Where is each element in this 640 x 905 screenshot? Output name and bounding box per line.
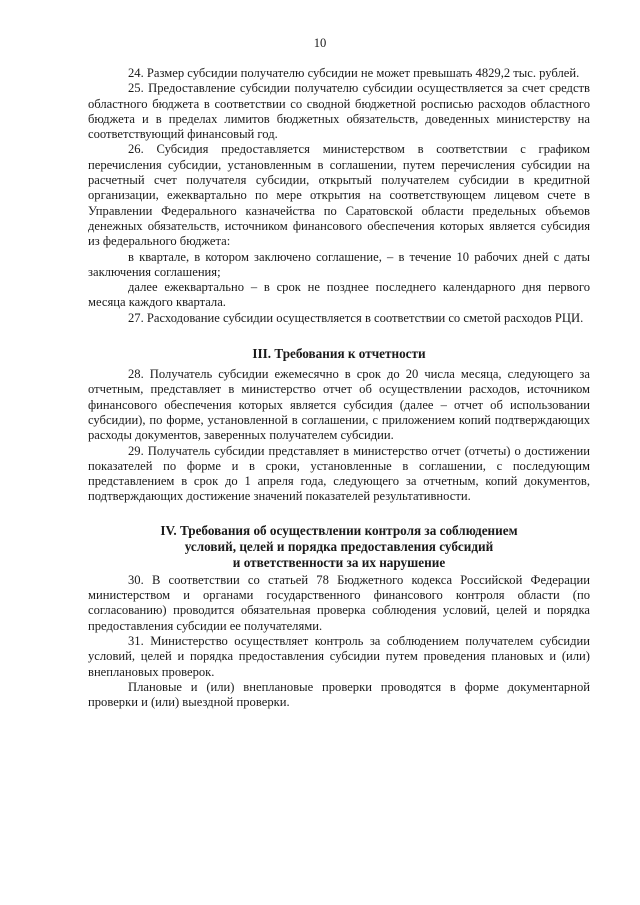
section-4-heading: [88, 523, 590, 571]
paragraph-30: 30. В соответствии со статьей 78 Бюджетного кодекса Российской Федерации министерством и органами государственного финансового контроля области (по согласованию) проводится обязательная проверка соблюдения условий, целей и порядка предоставления субсидии ее получателями.: [88, 572, 590, 633]
document-body: [88, 66, 590, 710]
section-4-heading-line: условий, целей и порядка предоставления субсидий: [184, 538, 494, 554]
page-number: 10: [313, 36, 327, 50]
paragraph-31: 31. Министерство осуществляет контроль за соблюдением получателем субсидии условий, целей и порядка предоставления субсидии путем проведения плановых и (или) внеплановых проверок.: [88, 633, 590, 679]
paragraph-31-inspections: Плановые и (или) внеплановые проверки проводятся в форме документарной проверки и (или) выездной проверки.: [88, 679, 590, 710]
paragraph-27: 27. Расходование субсидии осуществляется в соответствии со сметой расходов РЦИ.: [128, 310, 584, 325]
section-4-heading-line: IV. Требования об осуществлении контроля за соблюдением: [160, 522, 518, 538]
paragraph-26: 26. Субсидия предоставляется министерством в соответствии с графиком перечисления субсидии, установленным в соглашении, путем перечисления субсидии на расчетный счет получателя субсидии, открытый получателем субсидии в кредитной организации, ежеквартально по мере открытия на соответствующем лицевом счете в Управлении Федерального казначейства по Саратовской области предельных объемов денежных обязательств, источником финансового обеспечения которых является субсидия из федерального бюджета:: [88, 142, 590, 249]
paragraph-25: 25. Предоставление субсидии получателю субсидии осуществляется за счет средств областного бюджета в соответствии со сводной бюджетной росписью расходов областного бюджета и в пределах лимитов бюджетных обязательств, доведенных министерству на соответствующий финансовый год.: [88, 81, 590, 142]
section-4-heading-line: и ответственности за их нарушение: [232, 554, 446, 570]
paragraph-24: 24. Размер субсидии получателю субсидии не может превышать 4829,2 тыс. рублей.: [128, 66, 580, 80]
paragraph-28: 28. Получатель субсидии ежемесячно в срок до 20 числа месяца, следующего за отчетным, представляет в министерство отчет об осуществлении расходов, источником финансового обеспечения которых является субсидия (далее – отчет об использовании субсидии), по форме, установленной в соглашении, с приложением копий подтверждающих расходы документов, заверенных получателем субсидии.: [88, 367, 590, 443]
paragraph-26-first-quarter: в квартале, в котором заключено соглашение, – в течение 10 рабочих дней с даты заключения соглашения;: [88, 249, 590, 279]
section-3-heading: III. Требования к отчетности: [252, 346, 426, 362]
paragraph-26-quarterly: далее ежеквартально – в срок не позднее последнего календарного дня первого месяца каждого квартала.: [88, 280, 590, 310]
paragraph-29: 29. Получатель субсидии представляет в министерство отчет (отчеты) о достижении показателей по форме и в сроки, установленные в соглашении, с последующим представлением в срок до 1 апреля года, следующего за отчетным, копий документов, подтверждающих достижение значений показателей результативности.: [88, 443, 590, 504]
